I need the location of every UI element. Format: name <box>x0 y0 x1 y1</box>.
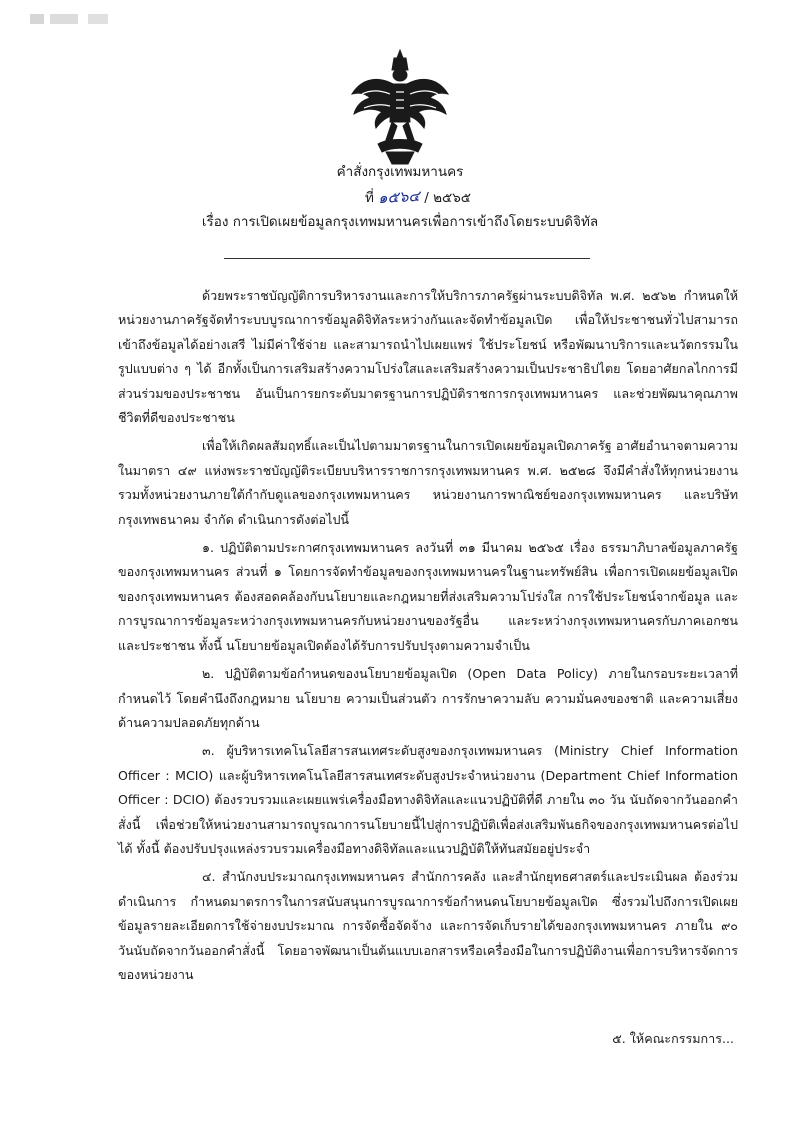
garuda-emblem-icon <box>348 48 452 166</box>
scan-corner-mark <box>30 14 110 24</box>
paragraph-item-4: ๔. สำนักงบประมาณกรุงเทพมหานคร สำนักการคลัง และสำนักยุทธศาสตร์และประเมินผล ต้องร่วมดำเนินการ กำหนดมาตรการในการสนับสนุนการบูรณาการข้อกำหนดนโยบายข้อมูลเปิด ซึ่งรวมไปถึงการเปิดเผยข้อมูลรายละเอียดการใช้จ่ายงบประมาณ การจัดซื้อจัดจ้าง และการจัดเก็บรายได้ของกรุงเทพมหานคร ภายใน ๙๐ วันนับถัดจากวันออกคำสั่งนี้ โดยอาจพัฒนาเป็นต้นแบบเอกสารหรือเครื่องมือในการปฏิบัติงานเพื่อการบริหารจัดการของหน่วยงาน <box>118 869 738 982</box>
order-subject: เรื่อง การเปิดเผยข้อมูลกรุงเทพมหานครเพื่อการเข้าถึงโดยระบบดิจิทัล <box>201 214 599 230</box>
paragraph-item-3: ๓. ผู้บริหารเทคโนโลยีสารสนเทศระดับสูงของกรุงเทพมหานคร (Ministry Chief Information Officer : MCIO) และผู้บริหารเทคโนโลยีสารสนเทศระดับสูงประจำหน่วยงาน (Department Chief Information Officer : DCIO) ต้องรวบรวมและเผยแพร่เครื่องมือทางดิจิทัลและแนวปฏิบัติที่ดี ภายใน ๓๐ วัน นับถัดจากวันออกคำสั่งนี้ เพื่อช่วยให้หน่วยงานสามารถบูรณาการนโยบายนี้ไปสู่การปฏิบัติเพื่อส่งเสริมพันธกิจของกรุงเทพมหานครต่อไปได้ ทั้งนี้ ต้องปรับปรุงแหล่งรวบรวมเครื่องมือทางดิจิทัลและแนวปฏิบัติให้ทันสมัยอยู่ประจำ <box>118 743 738 856</box>
continuation-note: ๕. ให้คณะกรรมการ... <box>612 1031 734 1046</box>
order-number-handwritten: ๑๕๖๔ <box>377 186 421 208</box>
order-number-year: / ๒๕๖๕ <box>424 190 471 206</box>
paragraph-item-1: ๑. ปฏิบัติตามประกาศกรุงเทพมหานคร ลงวันที่ ๓๑ มีนาคม ๒๕๖๕ เรื่อง ธรรมาภิบาลข้อมูลภาครัฐของกรุงเทพมหานคร ส่วนที่ ๑ โดยการจัดทำข้อมูลของกรุงเทพมหานครในฐานะทรัพย์สิน เพื่อการเปิดเผยข้อมูลเปิดของกรุงเทพมหานคร ต้องสอดคล้องกับนโยบายและกฎหมายที่ส่งเสริมความโปร่งใส การใช้ประโยชน์จากข้อมูล และการบูรณาการข้อมูลระหว่างกรุงเทพมหานครกับหน่วยงานของรัฐอื่น และระหว่างกรุงเทพมหานครกับภาคเอกชน และประชาชน ทั้งนี้ นโยบายข้อมูลเปิดต้องได้รับการปรับปรุงตามความจำเป็น <box>118 540 738 653</box>
paragraph-authority: เพื่อให้เกิดผลสัมฤทธิ์และเป็นไปตามมาตรฐานในการเปิดเผยข้อมูลเปิดภาครัฐ อาศัยอำนาจตามความในมาตรา ๔๙ แห่งพระราชบัญญัติระเบียบบริหารราชการกรุงเทพมหานคร พ.ศ. ๒๕๒๘ จึงมีคำสั่งให้ทุกหน่วยงาน รวมทั้งหน่วยงานภายใต้กำกับดูแลของกรุงเทพมหานคร หน่วยงานการพาณิชย์ของกรุงเทพมหานคร และบริษัท กรุงเทพธนาคม จำกัด ดำเนินการดังต่อไปนี้ <box>118 438 738 527</box>
order-title: คำสั่งกรุงเทพมหานคร <box>336 164 464 180</box>
paragraph-preamble: ด้วยพระราชบัญญัติการบริหารงานและการให้บริการภาครัฐผ่านระบบดิจิทัล พ.ศ. ๒๕๖๒ กำหนดให้หน่วยงานภาครัฐจัดทำระบบบูรณาการข้อมูลดิจิทัลระหว่างกันและจัดทำข้อมูลเปิด เพื่อให้ประชาชนทั่วไปสามารถเข้าถึงข้อมูลได้อย่างเสรี ไม่มีค่าใช้จ่าย และสามารถนำไปเผยแพร่ ใช้ประโยชน์ หรือพัฒนาบริการและนวัตกรรมในรูปแบบต่าง ๆ ได้ อีกทั้งเป็นการเสริมสร้างความโปร่งใสและเสริมสร้างความเป็นประชาธิปไตย โดยอาศัยกลไกการมีส่วนร่วมของประชาชน อันเป็นการยกระดับมาตรฐานการปฏิบัติราชการกรุงเทพมหานคร และช่วยพัฒนาคุณภาพชีวิตที่ดีของประชาชน <box>118 288 738 426</box>
order-number-prefix: ที่ <box>365 190 374 206</box>
order-number <box>18 186 800 209</box>
order-body <box>118 284 738 991</box>
paragraph-item-2: ๒. ปฏิบัติตามข้อกำหนดของนโยบายข้อมูลเปิด (Open Data Policy) ภายในกรอบระยะเวลาที่กำหนดไว้ โดยคำนึงถึงกฎหมาย นโยบาย ความเป็นส่วนตัว การรักษาความลับ ความมั่นคงของชาติ และความเสี่ยงด้านความปลอดภัยทุกด้าน <box>118 666 738 730</box>
subject-divider <box>224 258 590 259</box>
